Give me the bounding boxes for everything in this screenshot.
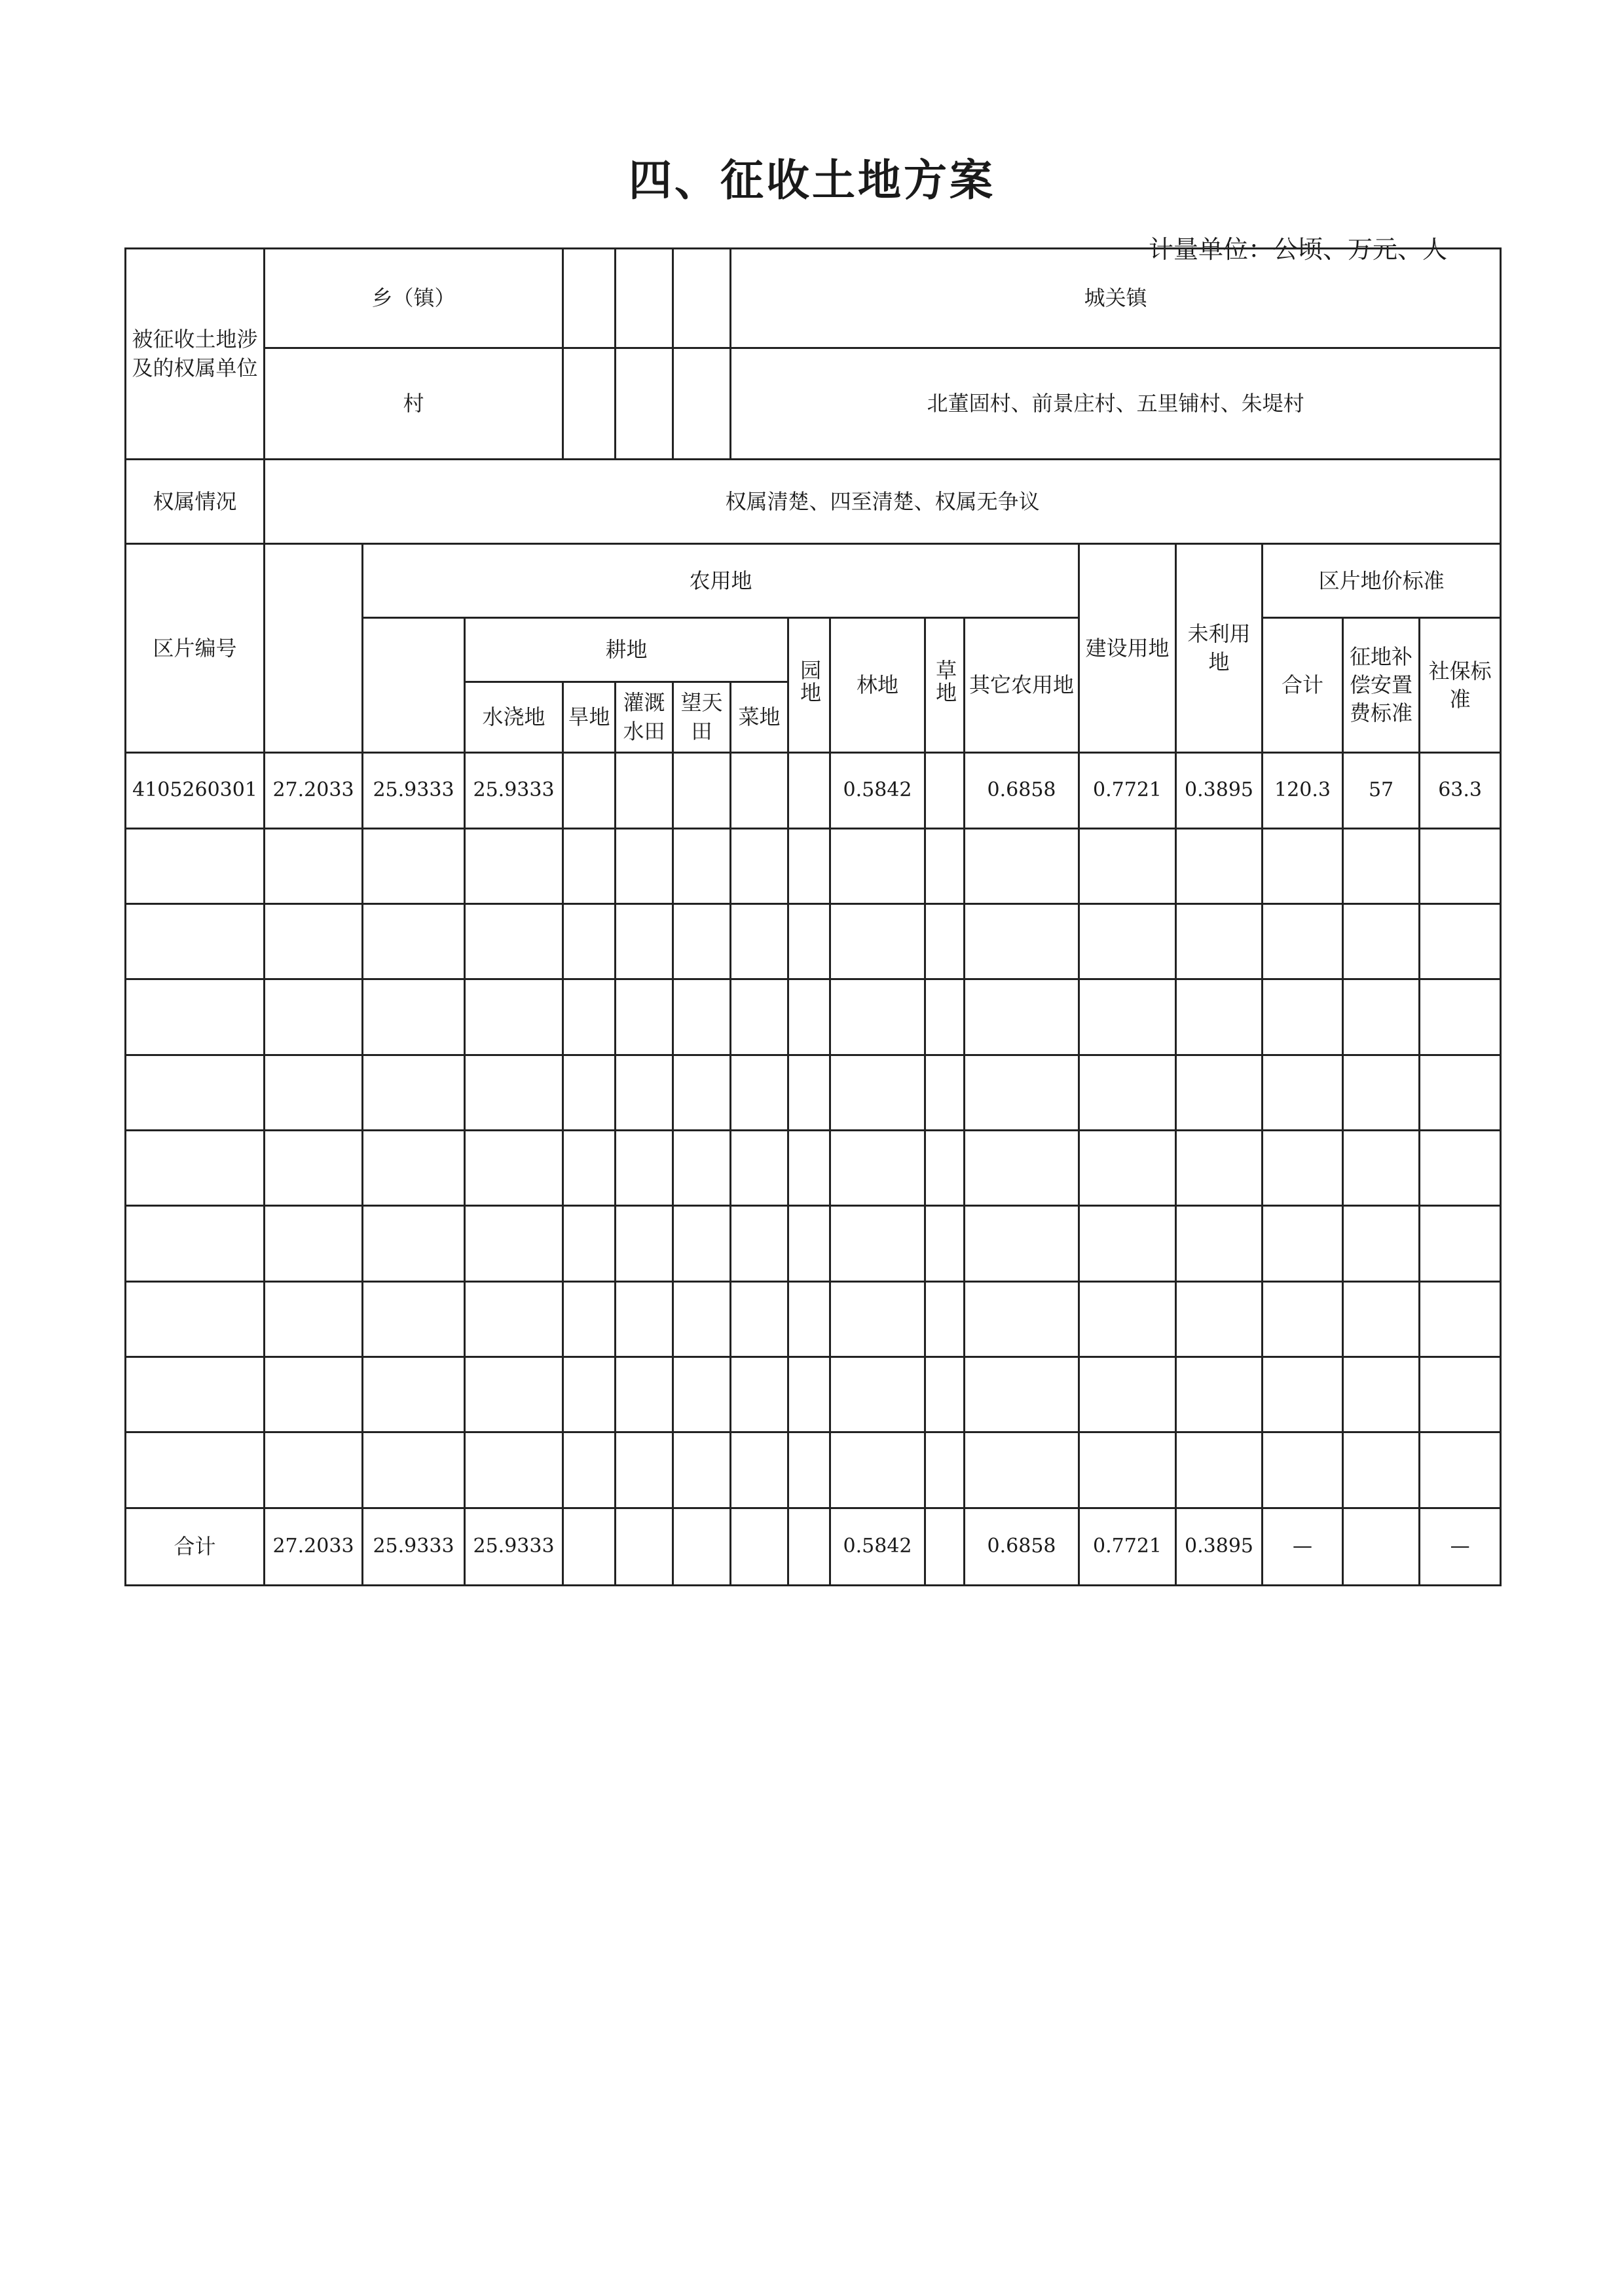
agri-total-cell: 27.2033 xyxy=(265,753,363,828)
empty-cell xyxy=(1343,1281,1420,1357)
empty-cell xyxy=(265,1281,363,1357)
empty-cell xyxy=(673,828,731,903)
forest-header: 林地 xyxy=(830,618,925,753)
empty-cell xyxy=(1263,1432,1343,1508)
rain-paddy-header: 望天田 xyxy=(673,682,731,753)
total-forest-cell: 0.5842 xyxy=(830,1508,925,1585)
total-garden-cell xyxy=(788,1508,830,1585)
empty-cell xyxy=(126,903,265,979)
empty-cell xyxy=(1263,1055,1343,1130)
empty-cell xyxy=(616,1055,673,1130)
empty-cell xyxy=(1420,1206,1501,1281)
empty-cell xyxy=(563,1432,616,1508)
empty-table-row xyxy=(126,1357,1501,1432)
zone-cell: 4105260301 xyxy=(126,753,265,828)
price-sum-cell: 120.3 xyxy=(1263,753,1343,828)
empty-cell xyxy=(1343,1357,1420,1432)
blank-cell xyxy=(673,249,731,348)
empty-cell xyxy=(616,1357,673,1432)
sum-header: 合计 xyxy=(1263,618,1343,753)
unused-header: 未利用地 xyxy=(1176,544,1263,753)
total-vegetable-cell xyxy=(731,1508,788,1585)
empty-cell xyxy=(1420,1055,1501,1130)
blank-cell xyxy=(616,348,673,460)
blank-cell xyxy=(563,249,616,348)
empty-table-row xyxy=(126,1281,1501,1357)
total-price-sum-cell: — xyxy=(1263,1508,1343,1585)
empty-cell xyxy=(265,1357,363,1432)
empty-cell xyxy=(1343,979,1420,1055)
empty-cell xyxy=(563,1357,616,1432)
empty-cell xyxy=(1263,1130,1343,1205)
empty-cell xyxy=(465,1432,563,1508)
empty-cell xyxy=(731,1432,788,1508)
empty-cell xyxy=(673,1206,731,1281)
empty-cell xyxy=(1176,1281,1263,1357)
empty-cell xyxy=(563,1055,616,1130)
empty-cell xyxy=(126,1432,265,1508)
empty-cell xyxy=(1343,1055,1420,1130)
village-row xyxy=(126,348,1501,460)
empty-cell xyxy=(830,979,925,1055)
total-row xyxy=(126,1508,1501,1585)
empty-cell xyxy=(265,1130,363,1205)
table-row xyxy=(126,753,1501,828)
empty-cell xyxy=(925,1432,965,1508)
irrigated-paddy-header: 灌溉水田 xyxy=(616,682,673,753)
empty-cell xyxy=(1263,828,1343,903)
empty-cell xyxy=(1176,1357,1263,1432)
empty-cell xyxy=(363,903,465,979)
empty-cell xyxy=(1263,1281,1343,1357)
village-label: 村 xyxy=(265,348,563,460)
compensation-header: 征地补偿安置费标准 xyxy=(1343,618,1420,753)
empty-cell xyxy=(673,979,731,1055)
empty-table-row xyxy=(126,903,1501,979)
empty-cell xyxy=(126,828,265,903)
empty-cell xyxy=(1343,903,1420,979)
irrigated-paddy-cell xyxy=(616,753,673,828)
vegetable-header: 菜地 xyxy=(731,682,788,753)
empty-cell xyxy=(673,1055,731,1130)
header-row-1 xyxy=(126,544,1501,618)
zone-price-header: 区片地价标准 xyxy=(1263,544,1501,618)
empty-cell xyxy=(616,1281,673,1357)
empty-cell xyxy=(1079,1357,1176,1432)
total-arable-cell: 25.9333 xyxy=(363,1508,465,1585)
land-acquisition-table xyxy=(124,247,1502,1586)
owner-label: 被征收土地涉及的权属单位 xyxy=(126,249,265,460)
empty-cell xyxy=(265,1206,363,1281)
empty-table-row xyxy=(126,1206,1501,1281)
total-unused-cell: 0.3895 xyxy=(1176,1508,1263,1585)
empty-cell xyxy=(1176,1206,1263,1281)
empty-cell xyxy=(1176,1130,1263,1205)
empty-cell xyxy=(731,1130,788,1205)
empty-cell xyxy=(965,828,1079,903)
empty-cell xyxy=(830,828,925,903)
empty-cell xyxy=(265,828,363,903)
empty-cell xyxy=(1176,1432,1263,1508)
empty-cell xyxy=(731,828,788,903)
empty-cell xyxy=(363,828,465,903)
empty-cell xyxy=(1420,1281,1501,1357)
compensation-cell: 57 xyxy=(1343,753,1420,828)
empty-cell xyxy=(830,1357,925,1432)
empty-cell xyxy=(1176,1055,1263,1130)
empty-cell xyxy=(1420,1357,1501,1432)
empty-rows xyxy=(126,828,1501,1508)
garden-cell xyxy=(788,753,830,828)
empty-cell xyxy=(1079,979,1176,1055)
empty-table-row xyxy=(126,828,1501,903)
empty-cell xyxy=(563,1130,616,1205)
grass-header: 草地 xyxy=(925,618,965,753)
empty-cell xyxy=(788,1357,830,1432)
empty-cell xyxy=(363,1055,465,1130)
township-row xyxy=(126,249,1501,348)
empty-cell xyxy=(563,903,616,979)
empty-cell xyxy=(465,1281,563,1357)
empty-cell xyxy=(1176,903,1263,979)
empty-cell xyxy=(965,1055,1079,1130)
rain-paddy-cell xyxy=(673,753,731,828)
empty-cell xyxy=(1420,903,1501,979)
total-irrigated-cell: 25.9333 xyxy=(465,1508,563,1585)
empty-cell xyxy=(925,903,965,979)
empty-cell xyxy=(363,1357,465,1432)
empty-cell xyxy=(788,1432,830,1508)
dry-cell xyxy=(563,753,616,828)
unit-note: 计量单位：公顷、万元、人 xyxy=(1148,235,1447,264)
empty-cell xyxy=(126,1055,265,1130)
empty-cell xyxy=(1176,979,1263,1055)
empty-cell xyxy=(126,979,265,1055)
empty-cell xyxy=(126,1357,265,1432)
empty-cell xyxy=(731,1206,788,1281)
empty-cell xyxy=(126,1206,265,1281)
empty-cell xyxy=(1343,828,1420,903)
empty-cell xyxy=(616,1130,673,1205)
empty-cell xyxy=(830,1130,925,1205)
empty-cell xyxy=(616,979,673,1055)
empty-cell xyxy=(788,828,830,903)
empty-cell xyxy=(1420,1432,1501,1508)
empty-cell xyxy=(673,903,731,979)
empty-cell xyxy=(616,1206,673,1281)
total-other-agri-cell: 0.6858 xyxy=(965,1508,1079,1585)
total-agri-cell: 27.2033 xyxy=(265,1508,363,1585)
construction-header: 建设用地 xyxy=(1079,544,1176,753)
empty-cell xyxy=(830,1206,925,1281)
empty-cell xyxy=(363,979,465,1055)
construction-cell: 0.7721 xyxy=(1079,753,1176,828)
empty-cell xyxy=(788,1055,830,1130)
empty-cell xyxy=(830,1281,925,1357)
empty-cell xyxy=(265,979,363,1055)
empty-cell xyxy=(925,1281,965,1357)
unused-cell: 0.3895 xyxy=(1176,753,1263,828)
grass-cell xyxy=(925,753,965,828)
empty-cell xyxy=(1263,979,1343,1055)
empty-cell xyxy=(830,1432,925,1508)
empty-cell xyxy=(965,979,1079,1055)
blank-cell xyxy=(616,249,673,348)
empty-cell xyxy=(265,1432,363,1508)
empty-cell xyxy=(731,903,788,979)
empty-cell xyxy=(673,1130,731,1205)
total-irrigated-paddy-cell xyxy=(616,1508,673,1585)
arable-total-header-blank xyxy=(363,618,465,753)
social-header: 社保标准 xyxy=(1420,618,1501,753)
empty-cell xyxy=(363,1432,465,1508)
total-construction-cell: 0.7721 xyxy=(1079,1508,1176,1585)
empty-cell xyxy=(126,1281,265,1357)
empty-cell xyxy=(965,1432,1079,1508)
total-social-cell: — xyxy=(1420,1508,1501,1585)
vegetable-cell xyxy=(731,753,788,828)
empty-cell xyxy=(830,903,925,979)
empty-table-row xyxy=(126,979,1501,1055)
empty-cell xyxy=(925,979,965,1055)
township-label: 乡（镇） xyxy=(265,249,563,348)
empty-cell xyxy=(563,1206,616,1281)
ownership-value: 权属清楚、四至清楚、权属无争议 xyxy=(265,460,1501,544)
other-agri-cell: 0.6858 xyxy=(965,753,1079,828)
empty-cell xyxy=(465,979,563,1055)
empty-cell xyxy=(1079,1432,1176,1508)
empty-cell xyxy=(1343,1206,1420,1281)
empty-cell xyxy=(1079,828,1176,903)
empty-cell xyxy=(673,1432,731,1508)
township-value: 城关镇 xyxy=(731,249,1501,348)
empty-cell xyxy=(1263,1357,1343,1432)
empty-cell xyxy=(731,1281,788,1357)
empty-cell xyxy=(1079,1130,1176,1205)
empty-cell xyxy=(1079,1281,1176,1357)
empty-cell xyxy=(965,1130,1079,1205)
empty-cell xyxy=(1420,979,1501,1055)
blank-cell xyxy=(563,348,616,460)
ownership-label: 权属情况 xyxy=(126,460,265,544)
empty-cell xyxy=(925,1130,965,1205)
empty-cell xyxy=(1079,903,1176,979)
empty-cell xyxy=(616,1432,673,1508)
zone-no-header: 区片编号 xyxy=(126,544,265,753)
empty-cell xyxy=(830,1055,925,1130)
empty-cell xyxy=(563,979,616,1055)
forest-cell: 0.5842 xyxy=(830,753,925,828)
social-cell: 63.3 xyxy=(1420,753,1501,828)
arable-total-cell: 25.9333 xyxy=(363,753,465,828)
garden-header: 园地 xyxy=(788,618,830,753)
empty-cell xyxy=(965,903,1079,979)
empty-cell xyxy=(925,1055,965,1130)
total-label: 合计 xyxy=(126,1508,265,1585)
empty-cell xyxy=(1420,828,1501,903)
empty-cell xyxy=(1263,903,1343,979)
empty-cell xyxy=(1263,1206,1343,1281)
empty-cell xyxy=(965,1357,1079,1432)
empty-cell xyxy=(788,1281,830,1357)
ownership-row xyxy=(126,460,1501,544)
empty-cell xyxy=(1079,1055,1176,1130)
blank-cell xyxy=(673,348,731,460)
empty-cell xyxy=(363,1206,465,1281)
empty-cell xyxy=(616,828,673,903)
empty-cell xyxy=(788,1206,830,1281)
empty-cell xyxy=(925,1357,965,1432)
empty-cell xyxy=(465,903,563,979)
irrigated-cell: 25.9333 xyxy=(465,753,563,828)
empty-cell xyxy=(465,1357,563,1432)
page-title: 四、征收土地方案 xyxy=(629,155,995,206)
empty-cell xyxy=(731,1357,788,1432)
empty-cell xyxy=(788,1130,830,1205)
total-dry-cell xyxy=(563,1508,616,1585)
total-grass-cell xyxy=(925,1508,965,1585)
empty-cell xyxy=(731,979,788,1055)
empty-cell xyxy=(731,1055,788,1130)
empty-cell xyxy=(363,1281,465,1357)
empty-cell xyxy=(363,1130,465,1205)
other-agri-header: 其它农用地 xyxy=(965,618,1079,753)
empty-cell xyxy=(788,903,830,979)
empty-cell xyxy=(1343,1432,1420,1508)
empty-cell xyxy=(1343,1130,1420,1205)
empty-cell xyxy=(465,1055,563,1130)
empty-cell xyxy=(465,1130,563,1205)
agri-header: 农用地 xyxy=(363,544,1079,618)
empty-cell xyxy=(465,1206,563,1281)
empty-cell xyxy=(265,1055,363,1130)
empty-cell xyxy=(1079,1206,1176,1281)
empty-cell xyxy=(673,1357,731,1432)
empty-table-row xyxy=(126,1130,1501,1205)
empty-cell xyxy=(616,903,673,979)
arable-header: 耕地 xyxy=(465,618,788,682)
empty-cell xyxy=(1420,1130,1501,1205)
irrigated-header: 水浇地 xyxy=(465,682,563,753)
empty-cell xyxy=(1176,828,1263,903)
empty-cell xyxy=(673,1281,731,1357)
empty-cell xyxy=(563,1281,616,1357)
total-rain-paddy-cell xyxy=(673,1508,731,1585)
agri-total-header-blank xyxy=(265,544,363,753)
empty-cell xyxy=(925,828,965,903)
dry-header: 旱地 xyxy=(563,682,616,753)
empty-cell xyxy=(465,828,563,903)
empty-cell xyxy=(126,1130,265,1205)
total-compensation-cell xyxy=(1343,1508,1420,1585)
empty-cell xyxy=(925,1206,965,1281)
empty-cell xyxy=(965,1281,1079,1357)
empty-table-row xyxy=(126,1432,1501,1508)
empty-cell xyxy=(788,979,830,1055)
empty-cell xyxy=(265,903,363,979)
village-value: 北董固村、前景庄村、五里铺村、朱堤村 xyxy=(731,348,1501,460)
empty-cell xyxy=(965,1206,1079,1281)
empty-table-row xyxy=(126,1055,1501,1130)
empty-cell xyxy=(563,828,616,903)
